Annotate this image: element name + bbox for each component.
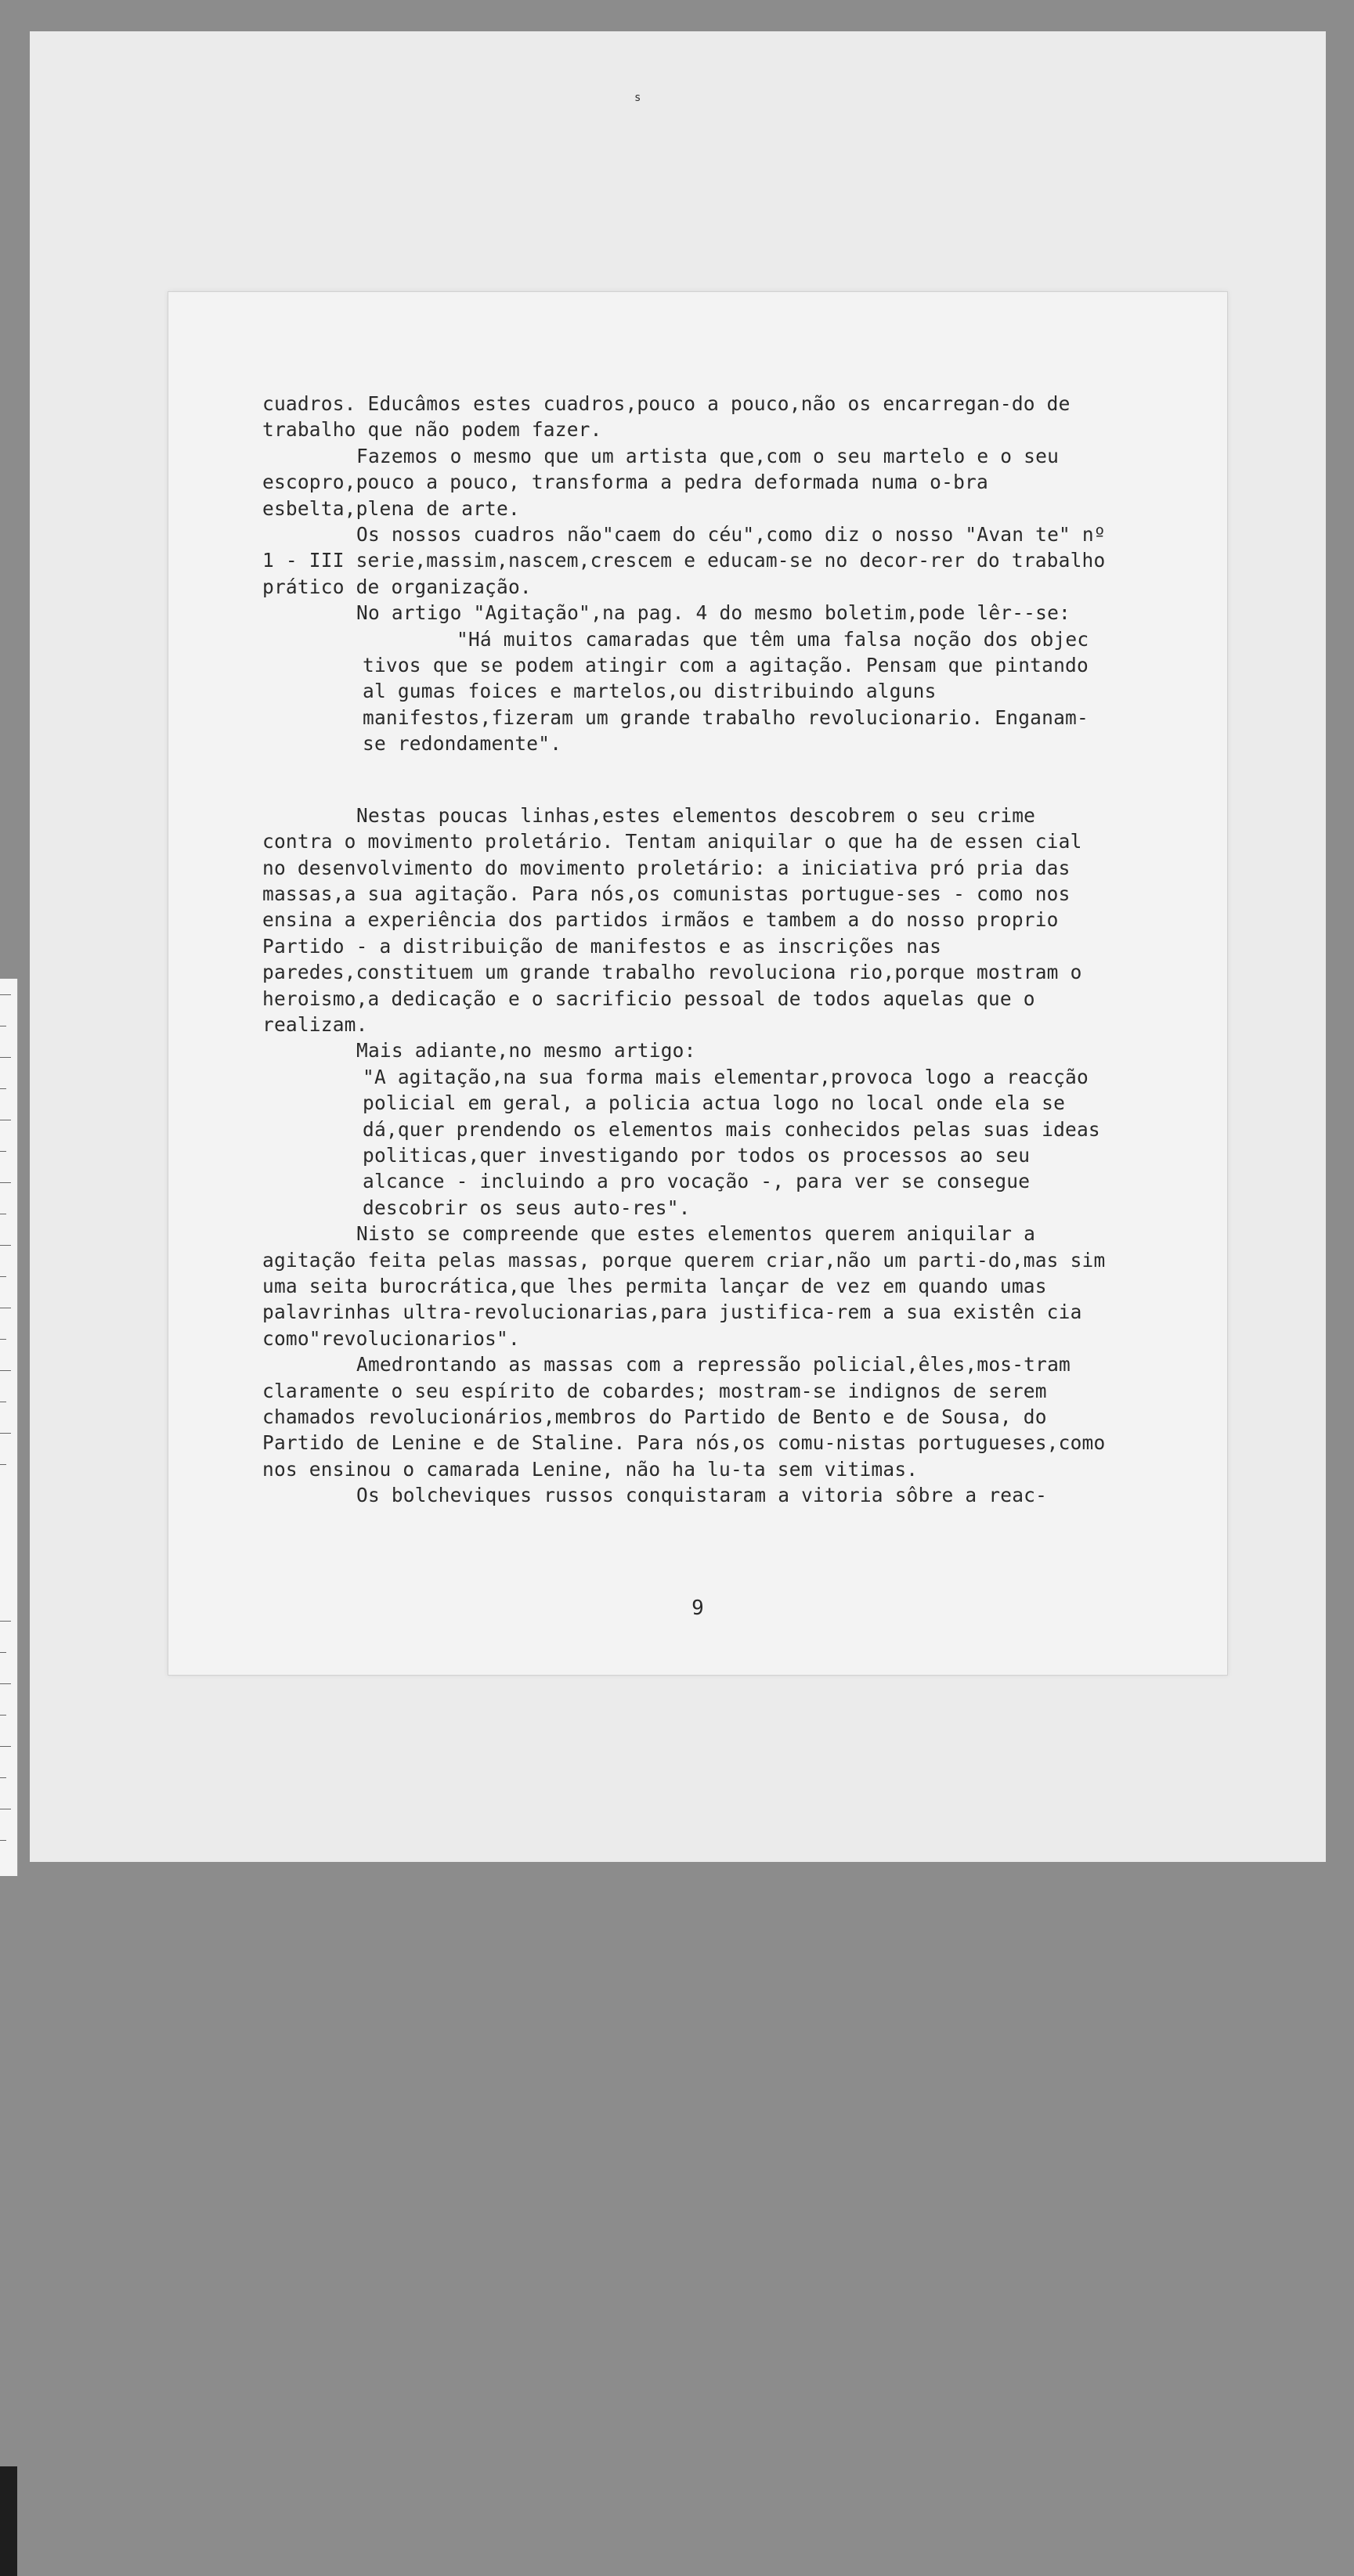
paragraph-amedrontando: Amedrontando as massas com a repressão policial,êles,mos-tram claramente o seu espírito de cobardes; mostram-se indignos de serem chamados revolucionários,membros do Partido de Bento e de Sousa, do Partido de Lenine e de Staline. Para nós,os comu-nistas portugueses,como nos ensinou o camarada Lenine, não ha lu-ta sem vitimas.: [262, 1353, 1118, 1481]
paragraph-avante: Os nossos cuadros não"caem do céu",como diz o nosso "Avan te" nº 1 - III serie,massim,nascem,crescem e educam-se no decor-rer do trabalho prático de organização.: [262, 523, 1118, 598]
paragraph-artigo-agitacao: No artigo "Agitação",na pag. 4 do mesmo boletim,pode lêr--se:: [356, 601, 1071, 625]
paragraph-nisto: Nisto se compreende que estes elementos querem aniquilar a agitação feita pelas massas, porque querem criar,não um parti-do,mas sim uma seita burocrática,que lhes permita lançar de vez em quando umas palavrinhas ultra-revolucionarias,para justifica-rem a sua existên cia como"revolucionarios".: [262, 1222, 1118, 1350]
paragraph-nestas-linhas: Nestas poucas linhas,estes elementos descobrem o seu crime contra o movimento proletário. Tentam aniquilar o que ha de essen cial no desenvolvimento do movimento proletário: a iniciativa pró pria das massas,a sua agitação. Para nós,os comunistas portugue-ses - como nos ensina a experiência dos partidos irmãos e tambem a do nosso proprio Partido - a distribuição de manifestos e as inscrições nas paredes,constituem um grande trabalho revoluciona rio,porque mostram o heroismo,a dedicação e o sacrificio pessoal de todos aquelas que o realizam.: [262, 803, 1094, 1036]
page-number: 9: [691, 1596, 704, 1620]
paragraph-artista: Fazemos o mesmo que um artista que,com o seu martelo e o seu escopro,pouco a pouco, transforma a pedra deformada numa o-bra esbelta,plena de arte.: [262, 444, 1071, 520]
typed-text-body: [262, 391, 1118, 1509]
ruler-black-segment: [0, 2466, 17, 2576]
typed-page: [168, 291, 1228, 1676]
quote-reaccao-policial: "A agitação,na sua forma mais elementar,provoca logo a reacção policial em geral, a policia actua logo no local onde ela se dá,quer prendendo os elementos mais conhecidos pelas suas ideas politicas,quer investigando por todos os processos ao seu alcance - incluindo a pro vocação -, para ver se consegue descobrir os seus auto-res".: [363, 1065, 1112, 1219]
paragraph-cuadros: cuadros. Educâmos estes cuadros,pouco a pouco,não os encarregan-do de trabalho que não podem fazer.: [262, 392, 1082, 442]
scanned-sheet: [30, 31, 1326, 1862]
quote-agitacao: "Há muitos camaradas que têm uma falsa noção dos objec tivos que se podem atingir com a agitação. Pensam que pintando al gumas foices e martelos,ou distribuindo alguns manifestos,fizeram um grande trabalho revolucionario. Enganam-se redondamente".: [363, 627, 1101, 756]
top-page-mark: s: [634, 92, 641, 104]
paragraph-bolcheviques: Os bolcheviques russos conquistaram a vitoria sôbre a reac-: [356, 1484, 1048, 1507]
paragraph-gap: [262, 757, 1108, 803]
scale-ruler: [0, 979, 18, 1876]
paragraph-mais-adiante: Mais adiante,no mesmo artigo:: [356, 1039, 696, 1063]
